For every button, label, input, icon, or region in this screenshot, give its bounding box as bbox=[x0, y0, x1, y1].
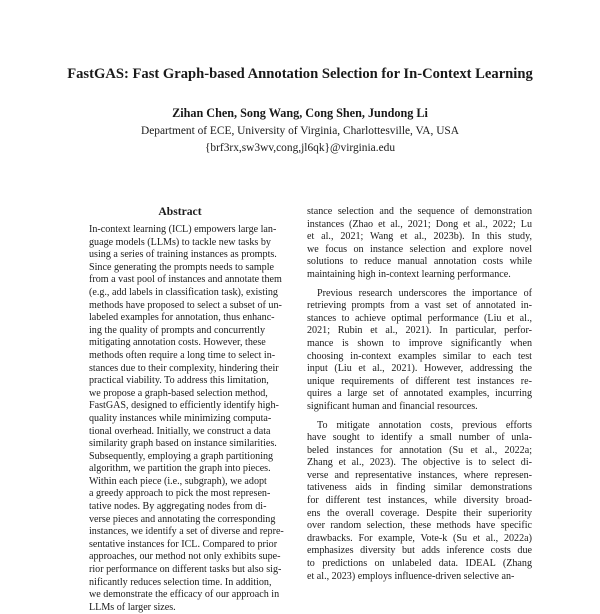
intro-column bbox=[307, 206, 532, 583]
text-line: tional overhead. Initially, we construct a data bbox=[89, 425, 271, 437]
text-line: mance is shown to improve significantly when bbox=[307, 337, 532, 349]
text-line: Previous research underscores the importance of bbox=[317, 287, 532, 299]
text-line: over random selection, these methods have specific bbox=[307, 520, 532, 532]
text-line: stances to achieve optimal performance (Liu et al., bbox=[307, 312, 532, 324]
text-line: quality instances while minimizing computa- bbox=[89, 412, 272, 424]
text-line: instances, we identify a set of diverse and repre- bbox=[89, 526, 284, 538]
text-line: input (Liu et al., 2021). However, addressing the bbox=[307, 363, 532, 375]
text-line: methods have proposed to select a subset of un- bbox=[89, 299, 282, 311]
text-line: stance selection and the sequence of demonstration bbox=[307, 206, 532, 217]
text-line: algorithm, we partition the graph into pieces. bbox=[89, 463, 271, 475]
intro-paragraph-2 bbox=[307, 288, 532, 414]
text-line: 2021; Rubin et al., 2021). In particular, perfor- bbox=[307, 325, 532, 337]
text-line: to predictions on unlabeled data. IDEAL (Zhang bbox=[307, 558, 532, 570]
text-line: similarity graph based on instance similarities. bbox=[89, 438, 277, 450]
text-line: solutions to reduce manual annotation costs while bbox=[307, 256, 532, 268]
text-line: verse pieces and annotating the corresponding bbox=[89, 513, 276, 525]
text-line: we focus on instance selection and explore novel bbox=[307, 243, 532, 255]
text-line: guage models (LLMs) to tackle new tasks by bbox=[89, 236, 271, 248]
text-line: methods often require a long time to select in- bbox=[89, 349, 276, 361]
text-line: nificantly reduces selection time. In addition, bbox=[89, 576, 272, 588]
intro-paragraph-3 bbox=[307, 420, 532, 584]
text-line: a greedy approach to pick the most represen- bbox=[89, 488, 271, 500]
text-line: (e.g., add labels in classification task), existing bbox=[89, 286, 278, 298]
text-line: Subsequently, employing a graph partitioning bbox=[89, 450, 274, 462]
text-line: have sought to identify a small number of unla- bbox=[307, 432, 532, 444]
text-line: LLMs of larger sizes. bbox=[89, 601, 176, 613]
text-line: instances (Zhao et al., 2021; Dong et al., 2022; Lu bbox=[307, 218, 532, 230]
text-line: retrieving prompts from a vast set of annotated in- bbox=[307, 300, 532, 312]
text-line: significant human and financial resources. bbox=[307, 400, 478, 412]
text-line: Zhang et al., 2023). The objective is to select di- bbox=[307, 457, 532, 469]
text-line: FastGAS, designed to efficiently identify high- bbox=[89, 400, 279, 412]
text-line: choosing in-context examples similar to each test bbox=[307, 350, 532, 362]
text-line: approaches, our method not only exhibits supe- bbox=[89, 551, 281, 563]
text-line: mitigating annotation costs. However, these bbox=[89, 337, 266, 349]
text-line: To mitigate annotation costs, previous efforts bbox=[317, 419, 532, 431]
text-line: maintaining high in-context learning performance. bbox=[307, 268, 511, 280]
text-line: labeled examples for annotation, thus enhanc- bbox=[89, 312, 275, 324]
text-line: emphasizes diversity but adds inference costs due bbox=[307, 545, 532, 557]
text-line: verse and representative instances, where represen- bbox=[307, 469, 532, 481]
affiliation: Department of ECE, University of Virginia, Charlottesville, VA, USA bbox=[140, 125, 459, 137]
text-line: we demonstrate the efficacy of our approach in bbox=[89, 589, 280, 601]
text-line: Within each piece (i.e., subgraph), we adopt bbox=[89, 475, 267, 487]
text-line: tativeness aids in finding similar demonstrations bbox=[307, 482, 532, 494]
author-list: Zihan Chen, Song Wang, Cong Shen, Jundong Li bbox=[172, 106, 428, 120]
text-line: et al., 2023) employs influence-driven selective an- bbox=[307, 570, 515, 582]
text-line: ing the quality of prompts and concurrently bbox=[89, 324, 265, 336]
text-line: using a series of training instances as prompts. bbox=[89, 249, 277, 261]
text-line: rior performance on different tasks but also sig- bbox=[89, 564, 282, 576]
text-line: beled instances for annotation (Su et al., 2022a; bbox=[307, 444, 532, 456]
text-line: quires a large set of annotated examples, incurring bbox=[307, 388, 532, 400]
text-line: unique requirements of different test instances re- bbox=[307, 375, 532, 387]
text-line: ens the overall coverage. Despite their superiority bbox=[307, 507, 532, 519]
text-line: In-context learning (ICL) empowers large lan- bbox=[89, 224, 277, 235]
text-line: et al., 2021; Wang et al., 2023b). In this study, bbox=[307, 231, 532, 243]
text-line: drawbacks. For example, Vote-k (Su et al., 2022a) bbox=[307, 532, 532, 544]
text-line: tative nodes. By aggregating nodes from di- bbox=[89, 501, 267, 513]
text-line: practical viability. To address this limitation, bbox=[89, 375, 269, 387]
abstract-body bbox=[89, 224, 284, 614]
intro-paragraph-1 bbox=[307, 206, 532, 282]
text-line: Since generating the prompts needs to sample bbox=[89, 261, 275, 273]
author-emails: {brf3rx,sw3wv,cong,jl6qk}@virginia.edu bbox=[204, 142, 396, 154]
abstract-heading: Abstract bbox=[158, 205, 202, 218]
text-line: from a vast pool of instances and annotate them bbox=[89, 274, 282, 286]
text-line: stances due to their complexity, hindering their bbox=[89, 362, 279, 374]
text-line: for different test instances, while diversity broad- bbox=[307, 495, 532, 507]
text-line: sentative instances for ICL. Compared to prior bbox=[89, 538, 278, 550]
text-line: we propose a graph-based selection method, bbox=[89, 387, 268, 399]
paper-title: FastGAS: Fast Graph-based Annotation Selection for In-Context Learning bbox=[67, 66, 533, 82]
